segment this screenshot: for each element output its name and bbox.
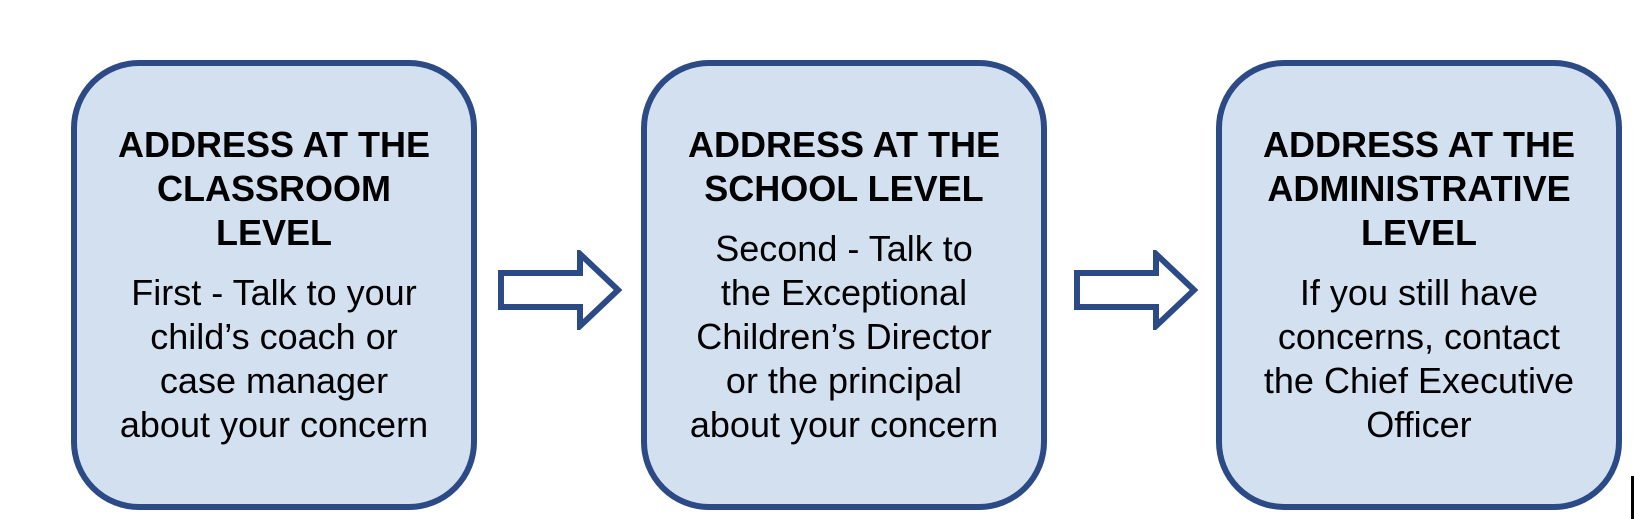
step-description-line: concerns, contact [1277, 316, 1561, 357]
step-box-administrative [1216, 60, 1622, 510]
edge-cursor-mark [1631, 476, 1634, 519]
step-description [670, 227, 1018, 447]
step-title-line: ADDRESS AT THE [687, 124, 1000, 165]
step-description-line: child’s coach or [150, 316, 398, 357]
right-arrow-icon [498, 250, 622, 330]
step-description-line: First - Talk to your [131, 272, 417, 313]
right-arrow-icon [1074, 250, 1198, 330]
step-title [98, 123, 450, 255]
step-title-line: CLASSROOM [156, 168, 391, 209]
step-title [668, 123, 1020, 211]
step-description-line: Officer [1366, 404, 1472, 445]
step-title-line: SCHOOL LEVEL [704, 168, 984, 209]
step-title-line: ADDRESS AT THE [117, 124, 430, 165]
step-title [1243, 123, 1595, 255]
step-title-line: ADDRESS AT THE [1262, 124, 1575, 165]
step-title-line: ADMINISTRATIVE [1267, 168, 1571, 209]
step-description-line: If you still have [1299, 272, 1539, 313]
step-box-classroom [71, 60, 477, 510]
step-description [1244, 271, 1594, 447]
step-description-line: about your concern [119, 404, 429, 445]
step-description-line: Children’s Director [696, 316, 992, 357]
step-description-line: the Exceptional [720, 272, 968, 313]
step-description-line: or the principal [725, 360, 963, 401]
step-title-line: LEVEL [215, 212, 332, 253]
step-description [100, 271, 448, 447]
step-title-line: LEVEL [1360, 212, 1477, 253]
step-description-line: Second - Talk to [715, 228, 973, 269]
step-description-line: about your concern [689, 404, 999, 445]
step-description-line: case manager [159, 360, 389, 401]
step-description-line: the Chief Executive [1263, 360, 1575, 401]
step-box-school [641, 60, 1047, 510]
